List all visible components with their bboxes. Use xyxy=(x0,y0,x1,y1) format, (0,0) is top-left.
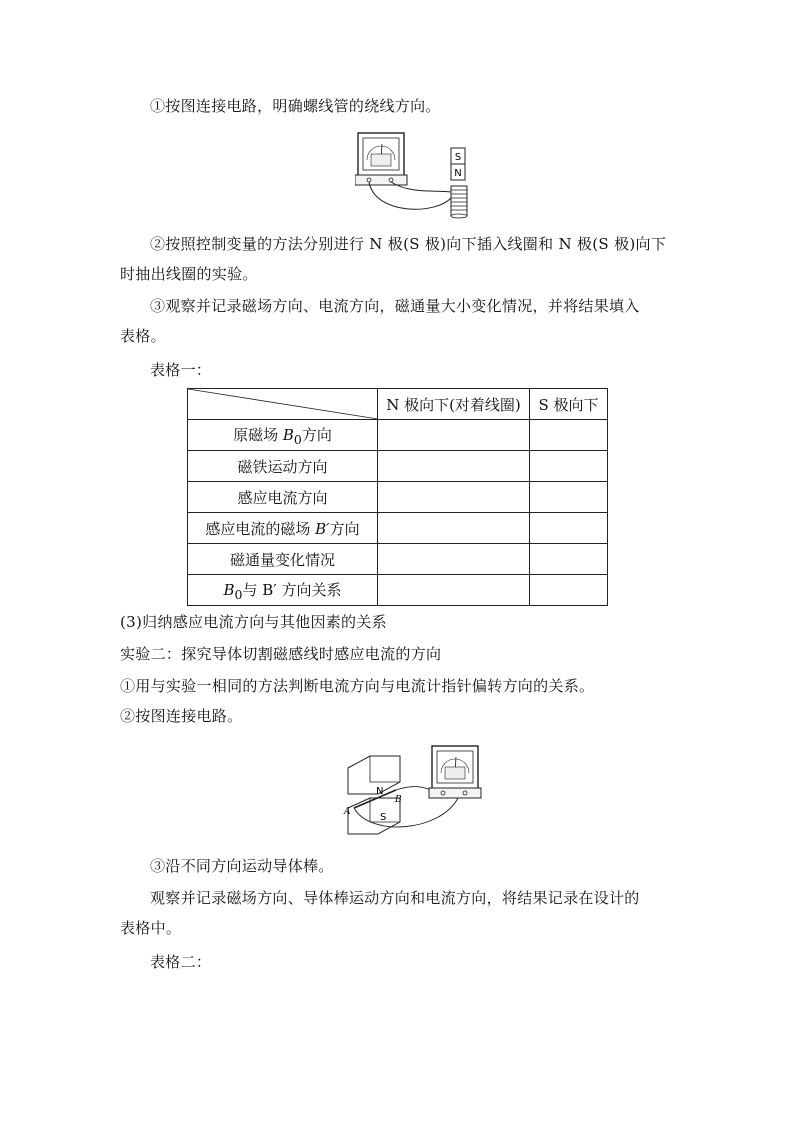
galvanometer-icon xyxy=(355,133,407,185)
exp2-step2: ②按图连接电路。 xyxy=(120,707,243,725)
row-label: 原磁场 $B_0$方向 xyxy=(188,420,378,451)
row-label: 感应电流的磁场 B′方向 xyxy=(188,513,378,544)
table-cell xyxy=(530,420,608,451)
step3-text-line2: 表格。 xyxy=(120,327,166,345)
galvanometer-icon xyxy=(429,746,481,798)
step2-text-line2: 时抽出线圈的实验。 xyxy=(120,265,258,283)
exp2-title: 实验二：探究导体切割磁感线时感应电流的方向 xyxy=(120,645,442,663)
observe-line1: 观察并记录磁场方向、导体棒运动方向和电流方向，将结果记录在设计的 xyxy=(150,889,640,907)
table-row xyxy=(188,482,608,513)
row-label: $B_0$与 B′ 方向关系 xyxy=(188,575,378,606)
table-cell xyxy=(378,451,530,482)
table-cell xyxy=(378,544,530,575)
table-cell xyxy=(378,482,530,513)
table1-header-s: S 极向下 xyxy=(530,389,608,420)
exp2-step1: ①用与实验一相同的方法判断电流方向与电流计指针偏转方向的关系。 xyxy=(120,677,595,695)
pole-n-label: N xyxy=(376,786,384,797)
bar-magnet-icon xyxy=(451,148,465,180)
step3-text-line1: ③观察并记录磁场方向、电流方向，磁通量大小变化情况，并将结果填入 xyxy=(150,297,640,315)
label-b: B xyxy=(395,795,402,805)
table1-header-row xyxy=(188,389,608,420)
label-a: A xyxy=(344,807,351,817)
magnet-n-label: N xyxy=(454,168,462,179)
table2-title: 表格二： xyxy=(150,953,212,971)
pole-s-label: S xyxy=(380,812,387,823)
table-row xyxy=(188,420,608,451)
horseshoe-magnet-icon xyxy=(348,756,400,834)
table1-diagonal-cell xyxy=(188,389,378,420)
row-label: 感应电流方向 xyxy=(188,482,378,513)
solenoid-icon xyxy=(451,186,467,218)
table-row xyxy=(188,513,608,544)
figure-magnet-conductor xyxy=(340,742,490,842)
step1-text: ①按图连接电路，明确螺线管的绕线方向。 xyxy=(150,97,441,115)
table-cell xyxy=(378,420,530,451)
row-label: 磁铁运动方向 xyxy=(188,451,378,482)
table-cell xyxy=(378,513,530,544)
step2-text-line1: ②按照控制变量的方法分别进行 N 极(S 极)向下插入线圈和 N 极(S 极)向下 xyxy=(150,235,667,253)
table1 xyxy=(187,388,608,606)
table-row xyxy=(188,544,608,575)
exp2-step3: ③沿不同方向运动导体棒。 xyxy=(150,857,334,875)
table-cell xyxy=(530,513,608,544)
table-cell xyxy=(530,451,608,482)
table-row xyxy=(188,575,608,606)
table-row xyxy=(188,451,608,482)
table1-header-n: N 极向下(对着线圈) xyxy=(378,389,530,420)
section3-text: (3)归纳感应电流方向与其他因素的关系 xyxy=(120,613,387,631)
figure-galvanometer-solenoid xyxy=(355,130,485,220)
table1-title: 表格一： xyxy=(150,361,212,379)
observe-line2: 表格中。 xyxy=(120,919,182,937)
diagonal-line xyxy=(188,389,378,419)
magnet-s-label: S xyxy=(454,152,462,163)
table-cell xyxy=(378,575,530,606)
table-cell xyxy=(530,575,608,606)
table-cell xyxy=(530,544,608,575)
row-label: 磁通量变化情况 xyxy=(188,544,378,575)
table-cell xyxy=(530,482,608,513)
